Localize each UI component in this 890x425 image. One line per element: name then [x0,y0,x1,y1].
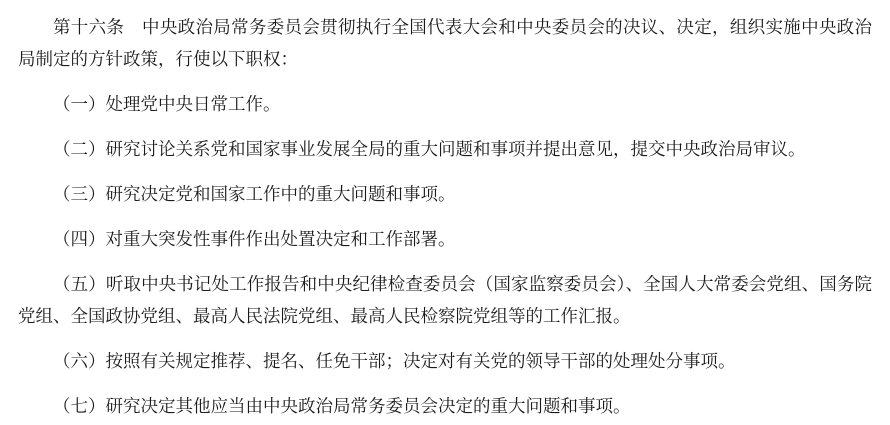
clause-item-7: （七）研究决定其他应当由中央政治局常务委员会决定的重大问题和事项。 [53,396,631,416]
paragraph-article-16-intro: 第十六条 中央政治局常务委员会贯彻执行全国代表大会和中央委员会的决议、决定，组织实施中央政治局制定的方针政策，行使以下职权： [18,17,872,69]
clause-item-4: （四）对重大突发性事件作出处置决定和工作部署。 [53,229,456,249]
clause-item-5: （五）听取中央书记处工作报告和中央纪律检查委员会（国家监察委员会）、全国人大常委会党组、国务院党组、全国政协党组、最高人民法院党组、最高人民检察院党组等的工作汇报。 [18,274,872,326]
clause-item-2: （二）研究讨论关系党和国家事业发展全局的重大问题和事项并提出意见，提交中央政治局审议。 [53,139,806,159]
clause-item-1: （一）处理党中央日常工作。 [53,94,281,114]
clause-item-6: （六）按照有关规定推荐、提名、任免干部；决定对有关党的领导干部的处理处分事项。 [53,351,736,371]
clause-item-3: （三）研究决定党和国家工作中的重大问题和事项。 [53,184,456,204]
